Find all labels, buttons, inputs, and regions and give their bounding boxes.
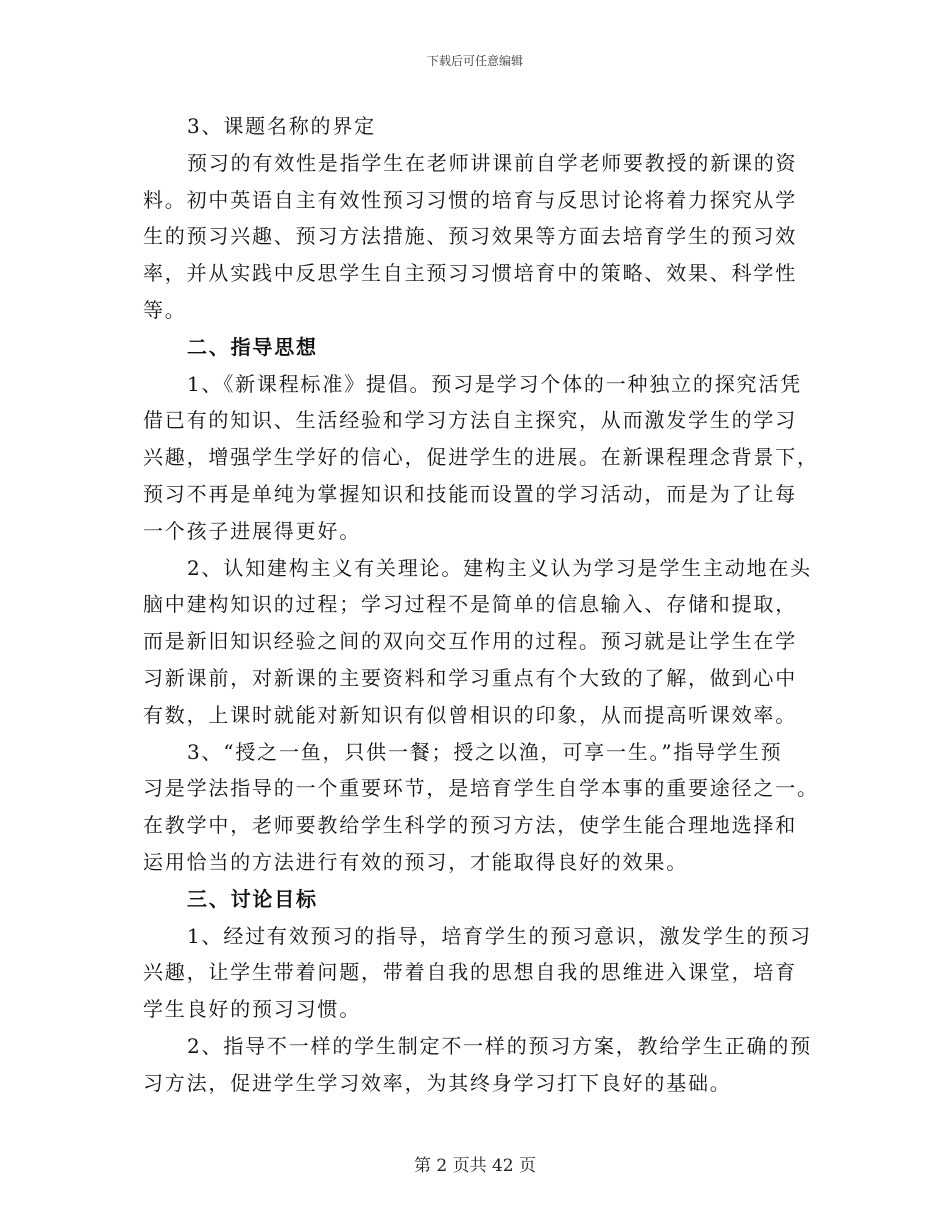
paragraph-line: 生的预习兴趣、预习方法措施、预习效果等方面去培育学生的预习效 — [143, 224, 797, 249]
section-heading: 三、讨论目标 — [187, 886, 318, 911]
paragraph-line: 习是学法指导的一个重要环节，是培育学生自学本事的重要途径之一。 — [143, 776, 819, 801]
paragraph-line: 预习不再是单纯为掌握知识和技能而设置的学习活动，而是为了让每 — [143, 481, 797, 506]
paragraph-line: 而是新旧知识经验之间的双向交互作用的过程。预习就是让学生在学 — [143, 629, 797, 654]
paragraph-line: 兴趣，增强学生学好的信心，促进学生的进展。在新课程理念背景下， — [143, 445, 819, 470]
paragraph-line: 1、《新课程标准》提倡。预习是学习个体的一种独立的探究活凭 — [187, 371, 802, 396]
paragraph-line: 兴趣，让学生带着问题，带着自我的思想自我的思维进入课堂，培育 — [143, 960, 797, 985]
paragraph-line: 脑中建构知识的过程；学习过程不是简单的信息输入、存储和提取， — [143, 592, 797, 617]
section-subheading: 3、课题名称的界定 — [187, 114, 376, 138]
section-heading: 二、指导思想 — [187, 334, 318, 359]
paragraph-line: 2、指导不一样的学生制定不一样的预习方案，教给学生正确的预 — [187, 1033, 812, 1058]
paragraph-line: 学生良好的预习习惯。 — [143, 997, 361, 1022]
page-number: 第 2 页共 42 页 — [413, 1156, 537, 1176]
paragraph-line: 预习的有效性是指学生在老师讲课前自学老师要教授的新课的资 — [187, 150, 798, 175]
paragraph-line: 等。 — [143, 297, 187, 322]
paragraph-line: 有数，上课时就能对新知识有似曾相识的印象，从而提高听课效率。 — [143, 702, 797, 727]
paragraph-line: 一个孩子进展得更好。 — [143, 518, 361, 543]
paragraph-line: 1、经过有效预习的指导，培育学生的预习意识，激发学生的预习 — [187, 923, 812, 948]
paragraph-line: 借已有的知识、生活经验和学习方法自主探究，从而激发学生的学习 — [143, 408, 797, 433]
paragraph-line: 2、认知建构主义有关理论。建构主义认为学习是学生主动地在头 — [187, 555, 812, 580]
document-body — [143, 108, 819, 1102]
paragraph-line: 率，并从实践中反思学生自主预习习惯培育中的策略、效果、科学性 — [143, 261, 797, 286]
paragraph-line: 运用恰当的方法进行有效的预习，才能取得良好的效果。 — [143, 849, 688, 874]
paragraph-line: 习新课前，对新课的主要资料和学习重点有个大致的了解，做到心中 — [143, 665, 797, 690]
paragraph-line: 料。初中英语自主有效性预习习惯的培育与反思讨论将着力探究从学 — [143, 187, 797, 212]
page-header: 下载后可任意编辑 — [426, 54, 523, 68]
paragraph-line: 3、“授之一鱼，只供一餐；授之以渔，可享一生。”指导学生预 — [187, 739, 783, 764]
paragraph-line: 习方法，促进学生学习效率，为其终身学习打下良好的基础。 — [143, 1070, 732, 1095]
paragraph-line: 在教学中，老师要教给学生科学的预习方法，使学生能合理地选择和 — [143, 813, 797, 838]
